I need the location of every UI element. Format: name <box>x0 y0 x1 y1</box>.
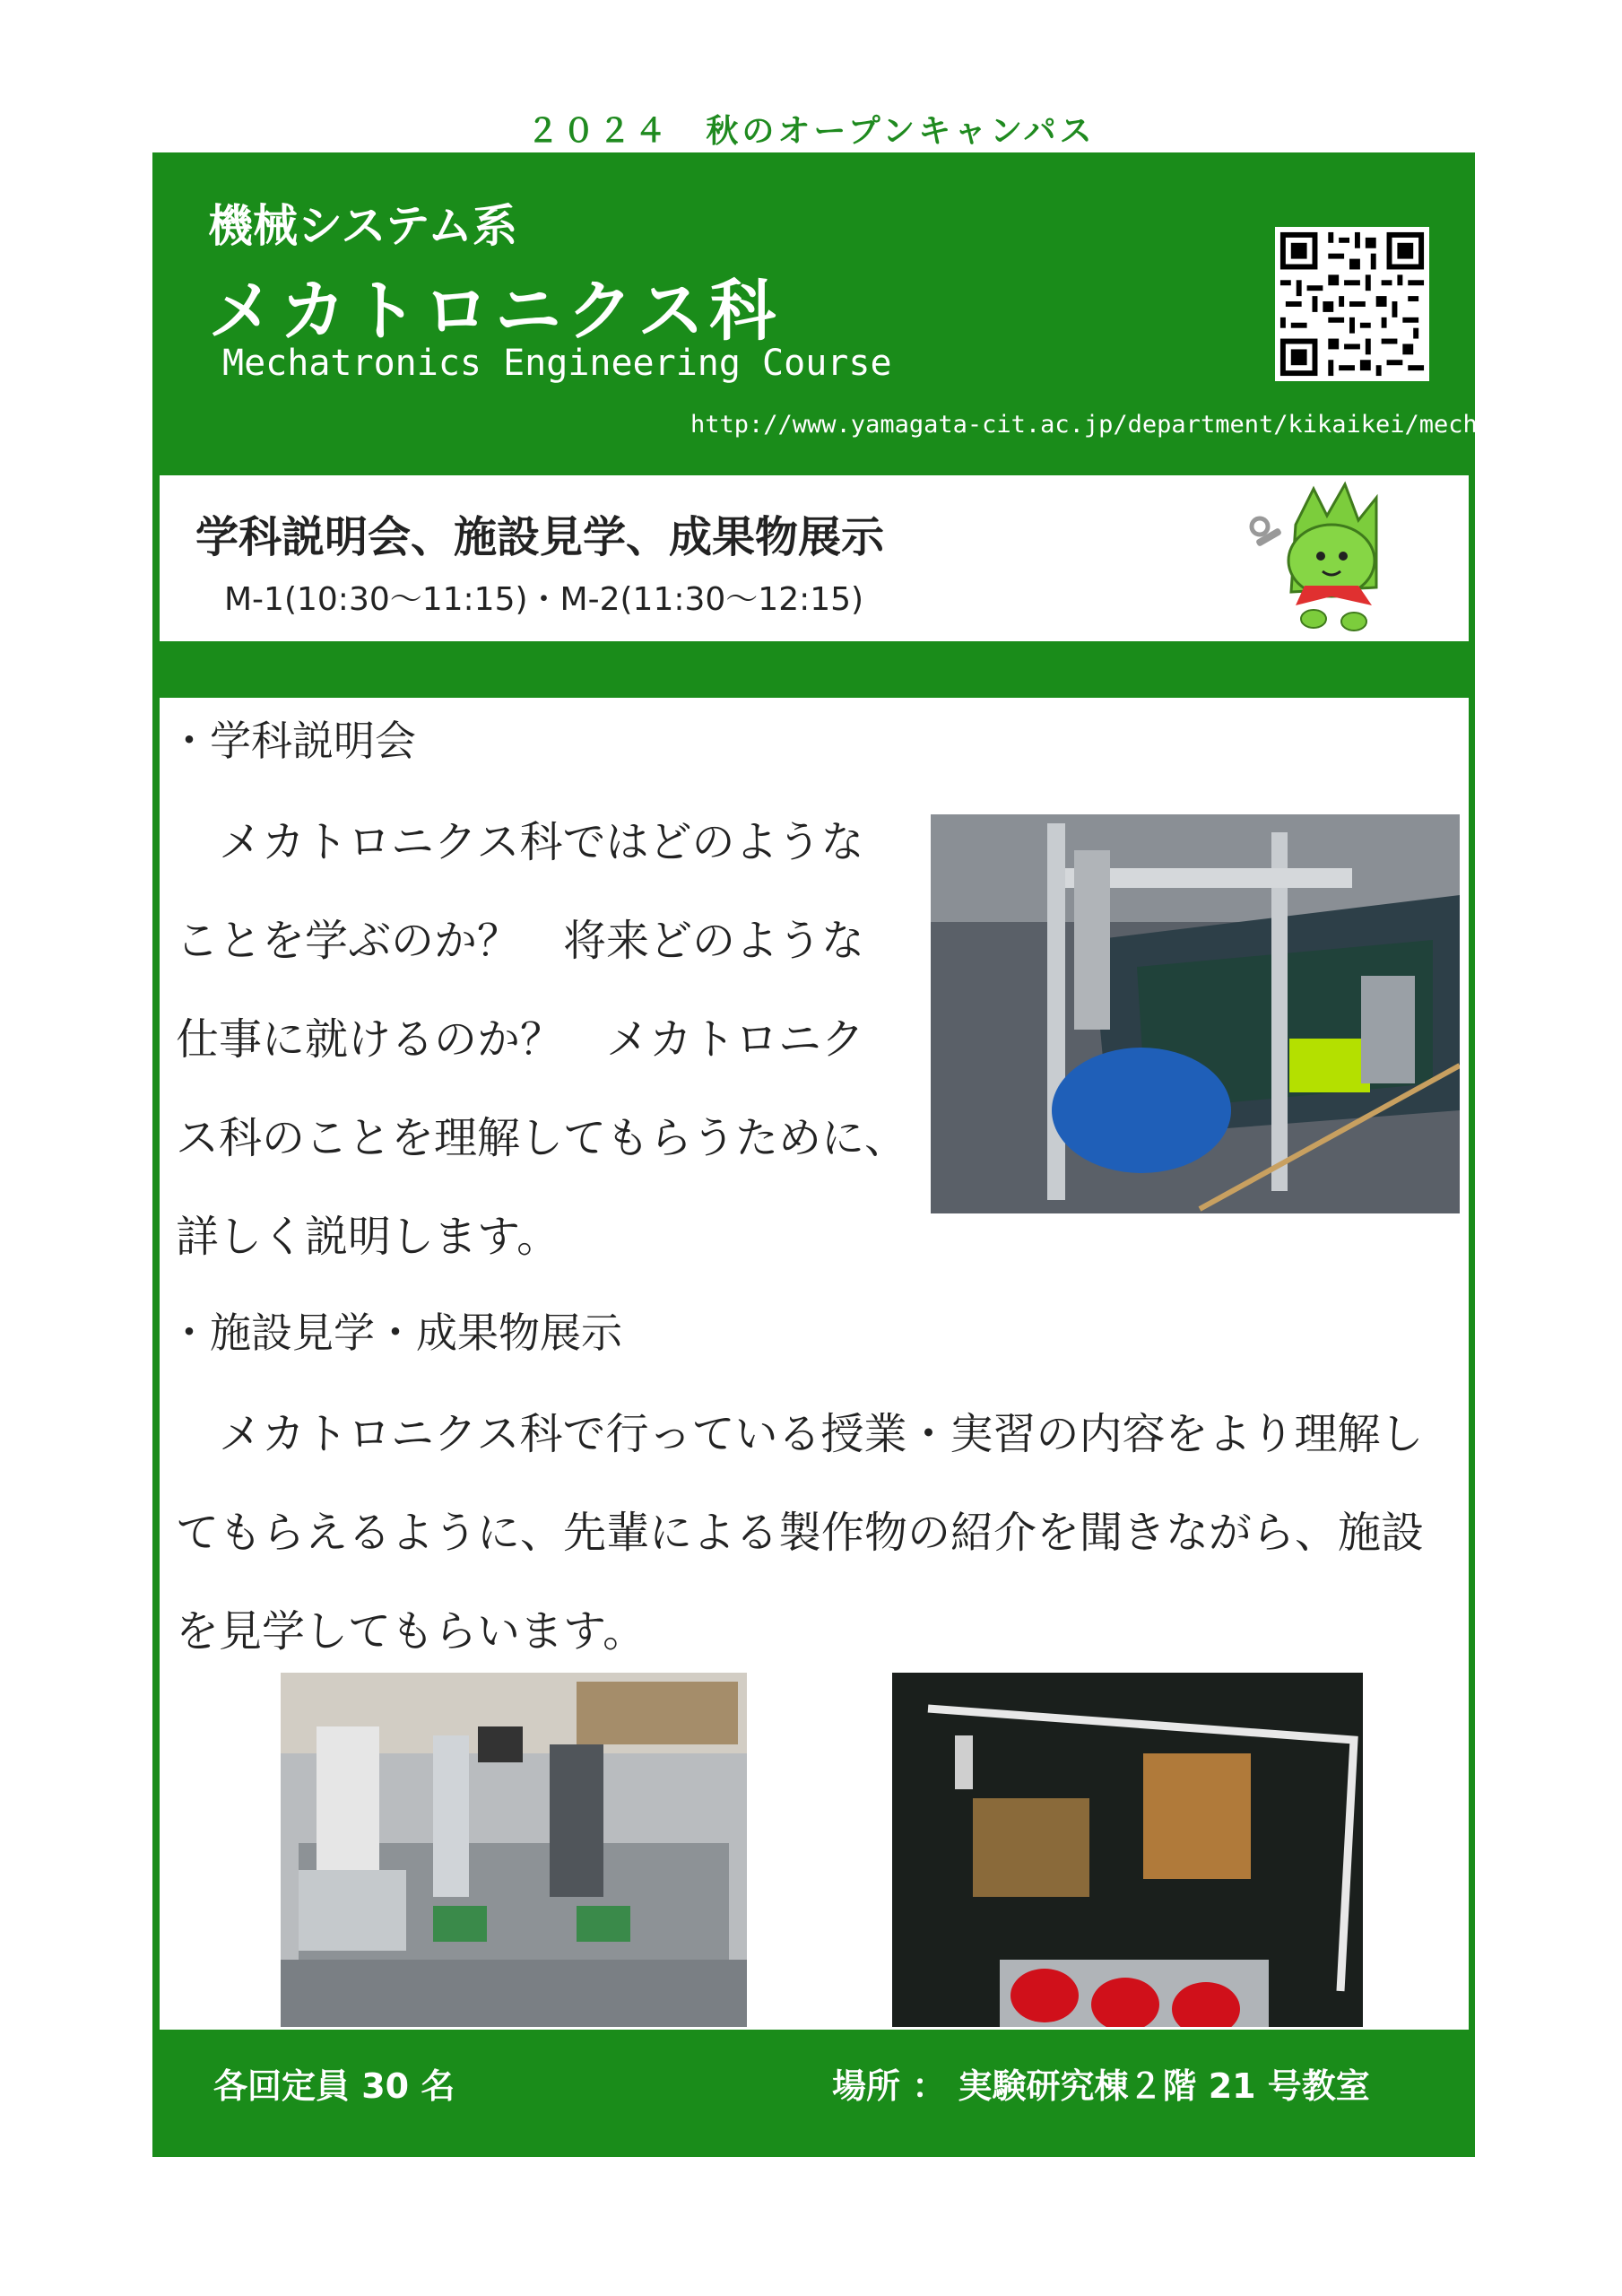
section-heading-tour: ・施設見学・成果物展示 <box>169 1309 622 1357</box>
section-heading-briefing: ・学科説明会 <box>169 717 416 765</box>
mascot-icon <box>1242 471 1412 641</box>
event-program-title: 学科説明会、施設見学、成果物展示 <box>195 512 885 562</box>
photo-robots-graphic <box>892 1673 1363 2027</box>
event-schedule: M-1(10:30～11:15)・M-2(11:30～12:15) <box>224 581 864 618</box>
location-label: 場所 ： 実験研究棟２階 21 号教室 <box>832 2066 1370 2106</box>
department-name: メカトロニクス科 <box>208 273 782 350</box>
briefing-line-3: 仕事に就けるのか？ メカトロニク <box>176 1014 865 1065</box>
event-title: ２０２４ 秋のオープンキャンパス <box>526 113 1096 150</box>
briefing-line-2: ことを学ぶのか？ 将来どのような <box>176 916 865 966</box>
tour-line-1: メカトロニクス科で行っている授業・実習の内容をより理解し <box>176 1409 1424 1459</box>
tour-line-2: てもらえるように、先輩による製作物の紹介を聞きながら、施設 <box>176 1508 1425 1558</box>
qr-code-icon[interactable] <box>1275 227 1429 381</box>
photo-automation-graphic <box>281 1673 747 2027</box>
photo-automation-line <box>281 1673 747 2027</box>
capacity-label: 各回定員 30 名 <box>213 2066 455 2106</box>
briefing-line-4: ス科のことを理解してもらうために、 <box>176 1113 908 1163</box>
department-group: 機械システム系 <box>208 200 517 252</box>
department-url[interactable]: http://www.yamagata-cit.ac.jp/department/kikaikei/mecha/ <box>690 411 1507 439</box>
briefing-line-5: 詳しく説明します。 <box>176 1212 560 1262</box>
briefing-line-1: メカトロニクス科ではどのような <box>176 817 864 867</box>
qr-code-graphic <box>1275 227 1429 381</box>
department-english: Mechatronics Engineering Course <box>222 343 892 384</box>
photo-conveyor-system <box>931 814 1460 1213</box>
mascot-graphic <box>1242 471 1412 641</box>
photo-conveyor-graphic <box>931 814 1460 1213</box>
photo-robots <box>892 1673 1363 2027</box>
tour-line-3: を見学してもらいます。 <box>176 1606 646 1657</box>
